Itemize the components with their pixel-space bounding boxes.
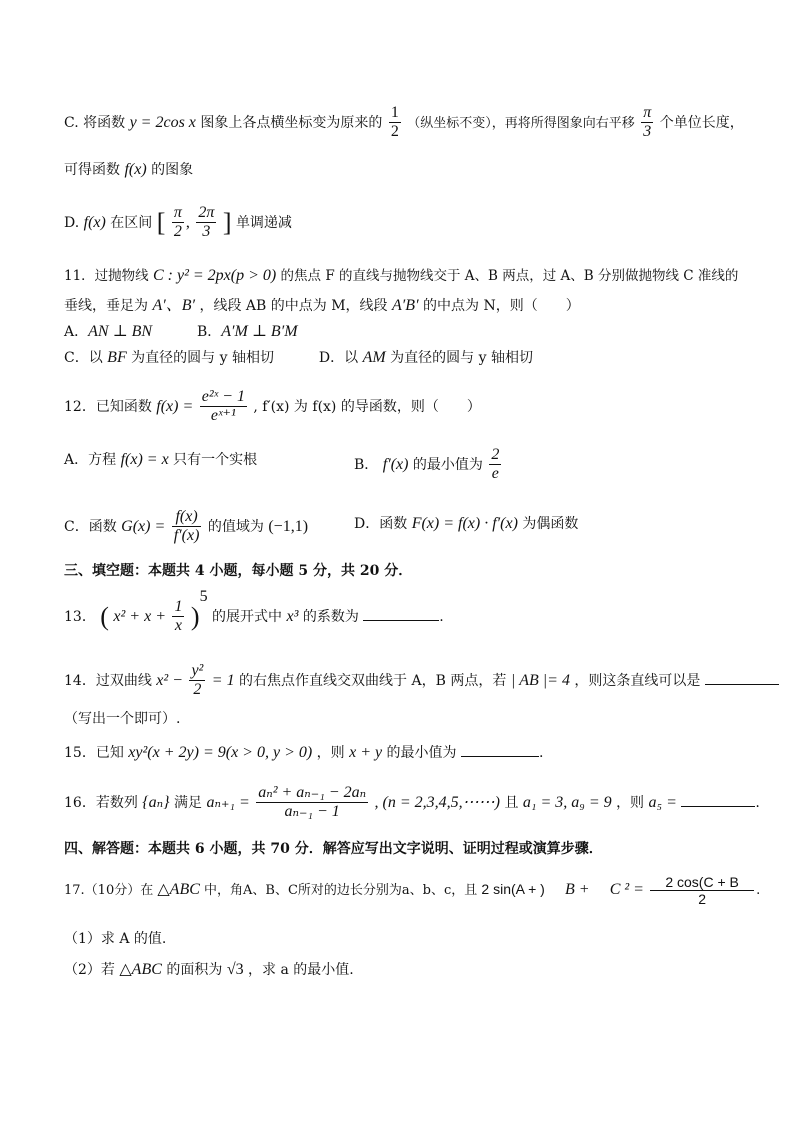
q17-sub1: （1）求 A 的值. (64, 931, 167, 947)
q10-option-c-line2 (64, 162, 193, 178)
q11-option-b: B．A′M ⊥ B′M (196, 323, 298, 340)
q13-fraction: $\frac{1}{x}$ (174, 598, 183, 635)
q16-fraction: $\frac{\text{aₙ² + aₙ₋₁ − 2aₙ}}{\text{aₙ₋₁ − 1}}$ (258, 784, 367, 821)
q10-option-d: D. f(x) 在区间 [ $\frac{\pi}{2}$ , $\frac{2\pi}{3}$ ] 单调递减 (64, 204, 292, 241)
q11-text5: 的中点为 N，则（ ） (423, 298, 580, 314)
q16-answer-blank[interactable] (681, 794, 755, 807)
q11-option-c: C．以 BF 为直径的圆与 y 轴相切 (64, 349, 274, 366)
q12-option-b: B． f′(x) 的最小值为 $\frac{2}{e}$ (354, 446, 500, 483)
q10-c-text4: 个单位长度， (659, 114, 744, 131)
q10-option-c-line1 (64, 104, 744, 142)
q17-fraction: $\frac{2 \cos(C + B}{2}$ (650, 874, 754, 907)
q10-c-text5: 可得函数 (64, 162, 120, 178)
q11-text4: ，线段 AB 的中点为 M，线段 (199, 298, 388, 314)
q14-fraction: $\frac{\text{y²}}{2}$ (191, 662, 204, 699)
q11-options-cd (64, 350, 533, 366)
q16: 16．若数列 {aₙ} 满足 aₙ₊₁ = $\frac{\text{aₙ² + aₙ₋₁ − 2aₙ}}{\text{aₙ₋₁ − 1}}$ , (n = 2,3,4,5,⋯⋯) 且 a₁ = 3, a₉ = 9 ，则 a₅ = . (64, 784, 760, 821)
q15-answer-blank[interactable] (461, 744, 539, 757)
q14-line1: 14．过双曲线 x² − $\frac{\text{y²}}{2}$ = 1 的右焦点作直线交双曲线于 A，B 两点，若 | AB |= 4 ，则这条直线可以是 (64, 662, 779, 700)
q11-text2: 的焦点 F 的直线与抛物线交于 A、B 两点，过 A、B 分别做抛物线 C 准线的 (280, 268, 739, 284)
q13: 13． ( x² + x + $\frac{1}{x}$ )$^5$ 的展开式中 x³ 的系数为 . (64, 588, 444, 635)
q10-d-label: D. (64, 214, 80, 231)
q10-d-lo-fraction: $\frac{\pi}{2}$ (173, 204, 182, 241)
q14-line2: （写出一个即可）. (64, 711, 181, 727)
q11-line1 (64, 268, 738, 284)
q10-d-formula: f(x) (83, 213, 106, 231)
q10-c-text3: （纵坐标不变），再将所得图象向右平移 (407, 115, 635, 131)
q10-c-formula1: y = 2cos x (129, 113, 196, 131)
q11-formula3: A′B′ (392, 297, 419, 314)
q10-c-text6: 的图象 (151, 162, 194, 178)
q10-d-text1: 在区间 (110, 214, 153, 231)
q10-c-text2: 图象上各点横坐标变为原来的 (200, 114, 383, 131)
q12-stem (64, 388, 481, 426)
q12-option-c: C．函数 G(x) = $\frac{f(x)}{f'(x)}$ 的值域为 (−1,1) (64, 508, 309, 545)
q12-f-fraction: $\frac{\text{e²ˣ − 1}}{\text{eˣ⁺¹}}$ (201, 388, 245, 425)
q10-d-text2: 单调递减 (235, 214, 292, 231)
q11-formula2: A′、B′ (152, 297, 196, 314)
q12-f-lhs: f(x) = (156, 397, 194, 415)
q11-text1: 11．过抛物线 (64, 268, 149, 284)
q10-d-hi-fraction: $\frac{2\pi}{3}$ (198, 204, 215, 241)
q10-c-text1: C. 将函数 (64, 114, 126, 131)
q10-c-formula2: f(x) (124, 161, 147, 178)
q12-text2: , f′(x) 为 f(x) 的导函数，则（ ） (253, 398, 481, 415)
q11-text3: 垂线，垂足为 (64, 298, 148, 314)
q11-options-ab (64, 324, 298, 340)
section3-heading: 三、填空题：本题共 4 小题，每小题 5 分，共 20 分． (64, 563, 413, 579)
q10-c-shift-fraction: $\frac{\pi}{3}$ (643, 104, 652, 141)
q12-option-a: A．方程 f(x) = x 只有一个实根 (64, 451, 258, 468)
q11-line2 (64, 298, 580, 314)
q11-formula1: C : y² = 2px(p > 0) (152, 267, 277, 284)
q15: 15．已知 xy²(x + 2y) = 9(x > 0, y > 0) ，则 x + y 的最小值为 . (64, 744, 544, 761)
q11-option-a: A．AN ⊥ BN (64, 323, 153, 340)
q10-c-fraction: $\frac{1}{2}$ (390, 104, 399, 141)
q12-b-fraction: $\frac{2}{e}$ (491, 446, 500, 483)
q12-text1: 12．已知函数 (64, 398, 152, 415)
q12-option-d: D．函数 F(x) = f(x) · f′(x) 为偶函数 (354, 515, 579, 532)
section4-heading: 四、解答题：本题共 6 小题，共 70 分．解答应写出文字说明、证明过程或演算步骤． (64, 841, 603, 857)
q17-stem: 17.（10分）在 △ABC 中，角A、B、C所对的边长分别为a、b、c，且 2 sin(A + ) B + C ² = $\frac{2 \cos(C + B}{2}$ . (64, 874, 761, 908)
q17-sub2: （2）若 △ABC 的面积为 √3 ，求 a 的最小值. (64, 961, 354, 978)
q11-option-d: D．以 AM 为直径的圆与 y 轴相切 (318, 349, 533, 366)
q14-answer-blank[interactable] (705, 672, 779, 685)
q13-answer-blank[interactable] (363, 608, 439, 621)
q12-c-fraction: $\frac{f(x)}{f'(x)}$ (173, 508, 200, 545)
